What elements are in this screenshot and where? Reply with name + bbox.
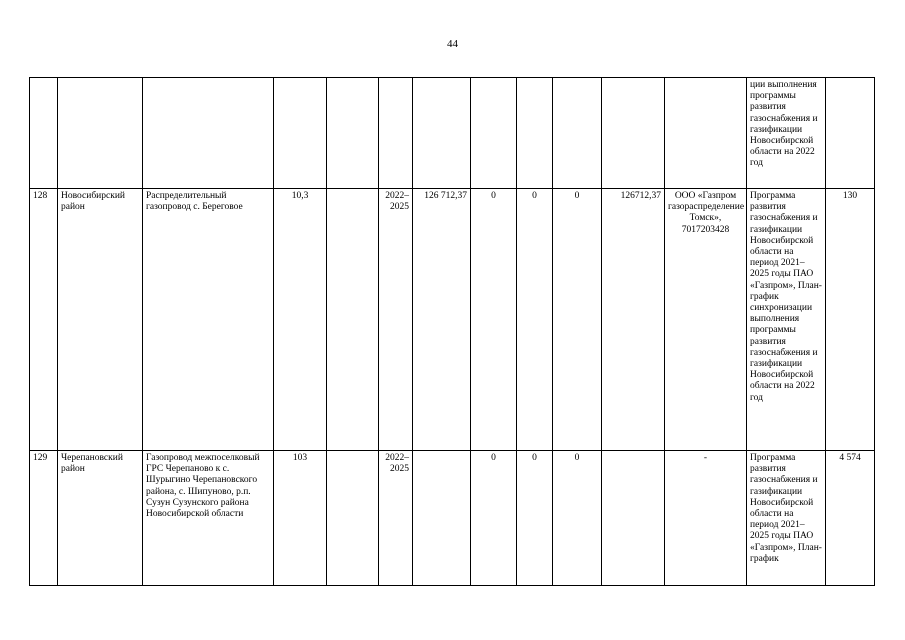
table-row: [30, 189, 875, 451]
cell-total: [413, 451, 471, 586]
cell-fed: [471, 78, 517, 189]
cell-mun: 0: [553, 451, 602, 586]
cell-col5: [327, 189, 379, 451]
cell-other: [602, 78, 665, 189]
cell-executor: [665, 78, 747, 189]
cell-total: 126 712,37: [413, 189, 471, 451]
cell-fed: 0: [471, 189, 517, 451]
cell-object: Газопровод межпоселковый ГРС Черепаново к с. Шурыгино Черепановского района, с. Шипуново, р.п. Сузун Сузунского района Новосибирской области: [143, 451, 274, 586]
cell-district: Черепановский район: [58, 451, 143, 586]
page-number: 44: [447, 38, 458, 50]
cell-length: [274, 78, 327, 189]
table-row-continuation: [30, 78, 875, 189]
cell-reg: 0: [517, 189, 553, 451]
cell-fed: 0: [471, 451, 517, 586]
cell-district: [58, 78, 143, 189]
cell-program: ции выполнения программы развития газоснабжения и газификации Новосибирской области на 2022 год: [747, 78, 826, 189]
cell-mun: [553, 78, 602, 189]
cell-last: [826, 78, 875, 189]
cell-district: Новосибирский район: [58, 189, 143, 451]
cell-last: 130: [826, 189, 875, 451]
cell-col5: [327, 451, 379, 586]
cell-mun: 0: [553, 189, 602, 451]
table-row: [30, 451, 875, 586]
cell-col5: [327, 78, 379, 189]
cell-period: 2022–2025: [379, 189, 413, 451]
cell-object: [143, 78, 274, 189]
cell-length: 103: [274, 451, 327, 586]
data-table: [29, 77, 875, 586]
cell-period: 2022–2025: [379, 451, 413, 586]
cell-object: Распределительный газопровод с. Береговое: [143, 189, 274, 451]
cell-total: [413, 78, 471, 189]
cell-length: 10,3: [274, 189, 327, 451]
cell-executor: -: [665, 451, 747, 586]
cell-other: 126712,37: [602, 189, 665, 451]
cell-period: [379, 78, 413, 189]
cell-program: Программа развития газоснабжения и газификации Новосибирской области на период 2021–2025 годы ПАО «Газпром», План-график: [747, 451, 826, 586]
cell-num: [30, 78, 58, 189]
cell-reg: 0: [517, 451, 553, 586]
cell-last: 4 574: [826, 451, 875, 586]
cell-other: [602, 451, 665, 586]
cell-reg: [517, 78, 553, 189]
cell-num: 129: [30, 451, 58, 586]
cell-executor: ООО «Газпром газораспределение Томск», 7017203428: [665, 189, 747, 451]
cell-num: 128: [30, 189, 58, 451]
cell-program: Программа развития газоснабжения и газификации Новосибирской области на период 2021–2025 годы ПАО «Газпром», План-график синхронизации выполнения программы развития газоснабжения и газификации Новосибирской области на 2022 год: [747, 189, 826, 451]
